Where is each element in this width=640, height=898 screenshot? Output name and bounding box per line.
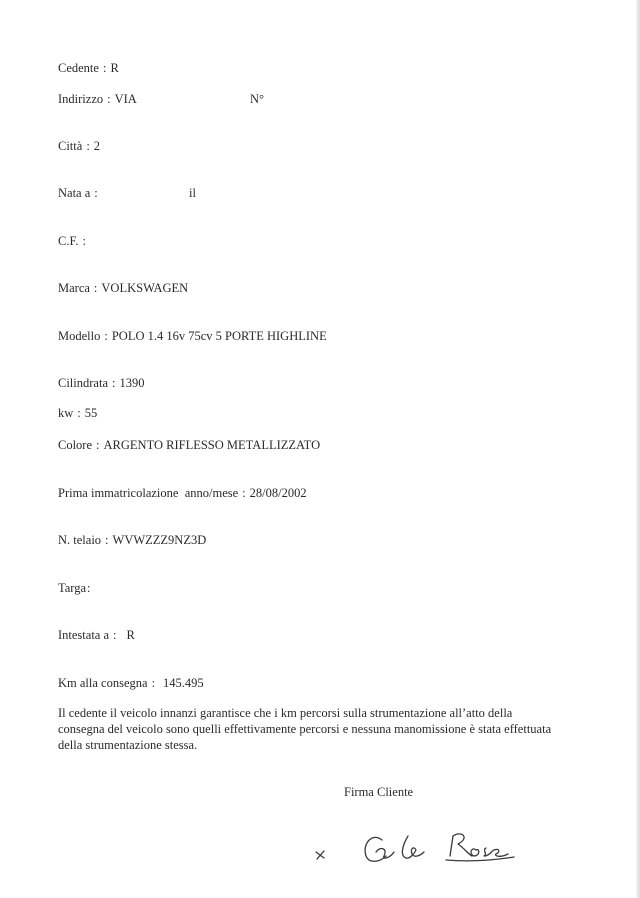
prima-immatricolazione-value: 28/08/2002 [249,486,307,500]
cilindrata-sep: : [112,376,116,390]
telaio-label: N. telaio [58,533,102,547]
cedente-sep: : [102,61,107,75]
colore-value: ARGENTO RIFLESSO METALLIZZATO [103,438,321,452]
indirizzo-value: VIA [114,92,137,106]
numero-civico-label: N° [250,92,265,106]
citta-label: Città [58,139,83,153]
km-consegna-sep: : [151,676,156,690]
colore-sep: : [96,438,100,452]
field-cilindrata [58,375,144,391]
declaration-line: Il cedente il veicolo innanzi garantisce che i km percorsi sulla strumentazione all’atto della [58,706,513,720]
marca-value: VOLKSWAGEN [101,281,189,295]
handwritten-signature [310,822,520,872]
field-cedente [58,60,119,76]
field-cf [58,233,90,249]
data-nascita-label: il [189,186,196,200]
km-consegna-value: 145.495 [163,676,204,690]
targa-label: Targa [58,581,87,595]
field-targa [58,580,95,596]
prima-immatricolazione-sep: : [242,486,246,500]
field-km-consegna [58,675,204,691]
modello-sep: : [104,329,108,343]
marca-sep: : [93,281,98,295]
cf-label: C.F. [58,234,79,248]
targa-sep: : [87,581,91,595]
indirizzo-sep: : [107,92,111,106]
marca-label: Marca [58,281,90,295]
field-nata [58,185,196,201]
km-consegna-label: Km alla consegna [58,676,148,690]
nata-sep: : [94,186,98,200]
field-marca [58,280,188,296]
declaration-paragraph [58,705,598,753]
cilindrata-value: 1390 [119,376,145,390]
firma-cliente-label: Firma Cliente [344,785,414,799]
cedente-value: R [110,61,119,75]
cedente-label: Cedente [58,61,99,75]
field-kw [58,405,97,421]
cilindrata-label: Cilindrata [58,376,108,390]
modello-label: Modello [58,329,101,343]
intestata-sep: : [113,628,117,642]
intestata-value: R [126,628,135,642]
intestata-label: Intestata a [58,628,110,642]
colore-label: Colore [58,438,93,452]
kw-sep: : [77,406,81,420]
citta-sep: : [86,139,90,153]
field-telaio [58,532,206,548]
page-edge [636,0,640,898]
declaration-line: consegna del veicolo sono quelli effettivamente percorsi e nessuna manomissione è stata effettuata [58,722,552,736]
kw-label: kw [58,406,74,420]
telaio-value: WVWZZZ9NZ3D [112,533,207,547]
field-colore [58,437,320,453]
nata-label: Nata a [58,186,91,200]
citta-value: 2 [93,139,101,153]
modello-value: POLO 1.4 16v 75cv 5 PORTE HIGHLINE [111,329,327,343]
telaio-sep: : [105,533,109,547]
kw-value: 55 [84,406,98,420]
field-modello [58,328,327,344]
cf-sep: : [82,234,87,248]
prima-immatricolazione-label: Prima immatricolazione anno/mese [58,486,239,500]
field-indirizzo [58,91,265,107]
indirizzo-label: Indirizzo [58,92,104,106]
field-intestata [58,627,135,643]
field-prima-immatricolazione [58,485,307,501]
field-citta [58,138,100,154]
declaration-line: della strumentazione stessa. [58,738,198,752]
